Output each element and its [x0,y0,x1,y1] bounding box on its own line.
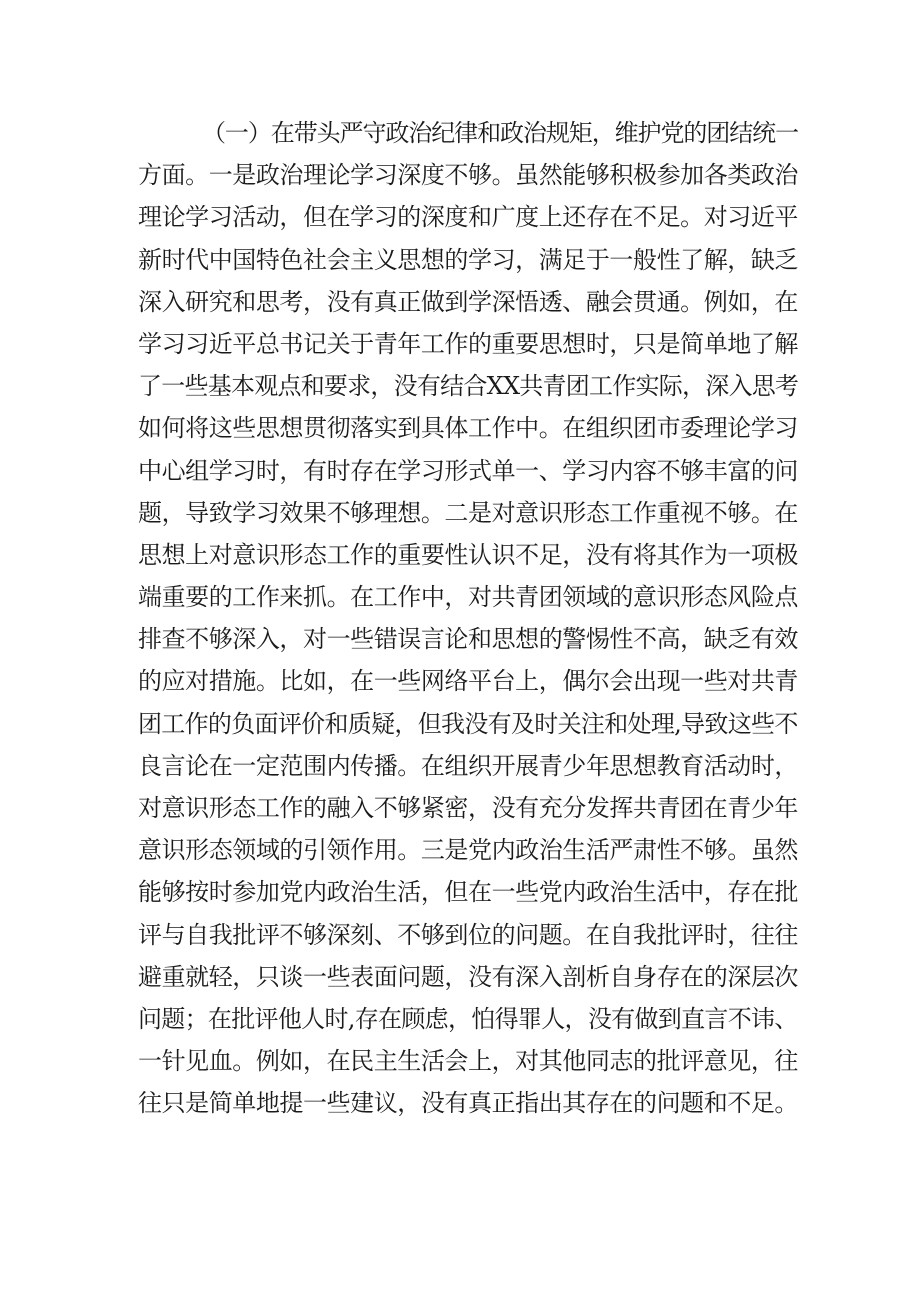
text-line: 了一些基本观点和要求，没有结合XX共青团工作实际，深入思考 [138,372,799,401]
text-line: 学习习近平总书记关于青年工作的重要思想时，只是简单地了解 [138,329,798,358]
text-line: 题，导致学习效果不够理想。二是对意识形态工作重视不够。在 [138,498,798,527]
text-line: 一针见血。例如，在民主生活会上，对其他同志的批评意见，往 [138,1047,798,1076]
text-line: 如何将这些思想贯彻落实到具体工作中。在组织团市委理论学习 [138,414,798,443]
text-line: 思想上对意识形态工作的重要性认识不足，没有将其作为一项极 [138,540,798,569]
text-line: 能够按时参加党内政治生活，但在一些党内政治生活中，存在批 [138,878,798,907]
text-line: 的应对措施。比如，在一些网络平台上，偶尔会出现一些对共青 [138,667,798,696]
text-line: 往只是简单地提一些建议，没有真正指出其存在的问题和不足。 [138,1089,798,1118]
text-line: 良言论在一定范围内传播。在组织开展青少年思想教育活动时， [138,751,798,780]
text-line: 新时代中国特色社会主义思想的学习，满足于一般性了解，缺乏 [138,245,798,274]
text-line: 意识形态领域的引领作用。三是党内政治生活严肃性不够。虽然 [138,836,798,865]
text-line: 团工作的负面评价和质疑，但我没有及时关注和处理,导致这些不 [138,709,798,738]
text-line: 对意识形态工作的融入不够紧密，没有充分发挥共青团在青少年 [138,794,798,822]
text-line: （一）在带头严守政治纪律和政治规矩，维护党的团结统一 [202,119,798,147]
text-line: 中心组学习时，有时存在学习形式单一、学习内容不够丰富的问 [138,456,798,485]
text-line: 深入研究和思考，没有真正做到学深悟透、融会贯通。例如，在 [138,287,798,316]
text-line: 避重就轻，只谈一些表面问题，没有深入剖析自身存在的深层次 [138,962,798,991]
text-line: 端重要的工作来抓。在工作中，对共青团领域的意识形态风险点 [138,583,798,612]
text-line: 方面。一是政治理论学习深度不够。虽然能够积极参加各类政治 [138,161,798,190]
text-line: 评与自我批评不够深刻、不够到位的问题。在自我批评时，往往 [138,920,798,949]
text-line: 理论学习活动，但在学习的深度和广度上还存在不足。对习近平 [138,203,798,232]
text-line: 问题；在批评他人时,存在顾虑，怕得罪人，没有做到直言不讳、 [138,1004,798,1033]
text-line: 排查不够深入，对一些错误言论和思想的警惕性不高，缺乏有效 [138,625,798,654]
body-paragraph [138,112,798,1125]
